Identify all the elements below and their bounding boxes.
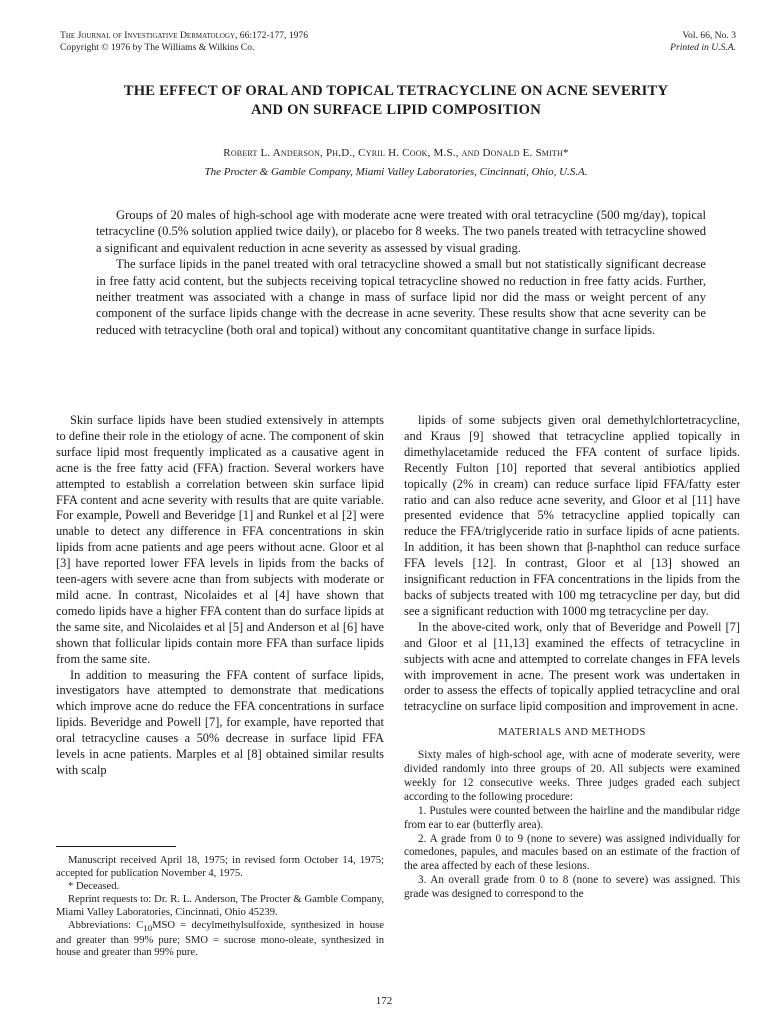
abbrev-text: MSO = decylmethylsulfoxide, synthesized in house and greater than 99% pure; SMO = sucrose mono-oleate, synthesized in house and greater than 99% pure. xyxy=(56,919,384,959)
body-paragraph: In the above-cited work, only that of Beveridge and Powell [7] and Gloor et al [11,13] examined the effects of tetracycline in subjects with acne and attempted to correlate changes in FFA levels with improvement in acne. The present work was undertaken in order to assess the effects of topically applied tetracycline and oral tetracycline on surface lipid composition and improvement in acne. xyxy=(404,619,740,714)
methods-paragraph: 2. A grade from 0 to 9 (none to severe) was assigned individually for comedones, papules, and macules based on an estimate of the fraction of the area affected by each of these lesions. xyxy=(404,832,740,873)
footnote-reprint: Reprint requests to: Dr. R. L. Anderson, The Procter & Gamble Company, Miami Valley Laboratories, Cincinnati, Ohio 45239. xyxy=(56,893,384,918)
abstract xyxy=(96,207,706,338)
methods-paragraph: 3. An overall grade from 0 to 8 (none to severe) was assigned. This grade was designed to correspond to the xyxy=(404,874,740,901)
abstract-paragraph: The surface lipids in the panel treated with oral tetracycline showed a small but not statistically significant decrease in free fatty acid content, but the subjects receiving topical tetracycline showed no reduction in free fatty acids. Further, neither treatment was associated with a change in mass of surface lipid nor did the mass or weight percent of any component of the surface lipids change with the decrease in acne severity. These results show that acne severity can be reduced with tetracycline (both oral and topical) without any concomitant quantitative change in surface lipids. xyxy=(96,257,706,337)
footnote-received: Manuscript received April 18, 1975; in revised form October 14, 1975; accepted for publication November 4, 1975. xyxy=(56,855,384,879)
affiliation: The Procter & Gamble Company, Miami Valley Laboratories, Cincinnati, Ohio, U.S.A. xyxy=(204,166,588,178)
footnotes xyxy=(56,846,384,960)
journal-citation: The Journal of Investigative Dermatology, 66:172-177, 1976 xyxy=(60,30,309,41)
body-paragraph: In addition to measuring the FFA content of surface lipids, investigators have attempted to demonstrate that medications which improve acne do reduce the FFA concentrations in surface lipids. Beveridge and Powell [7], for example, have reported that oral tetracycline causes a 50% decrease in surface lipid FFA levels in acne patients. Marples et al [8] obtained similar results with scalp xyxy=(56,667,384,777)
methods-paragraph: 1. Pustules were counted between the hairline and the mandibular ridge from ear to ear (butterfly area). xyxy=(404,804,740,831)
body-paragraph: lipids of some subjects given oral demethylchlortetracycline, and Kraus [9] showed that tetracycline applied topically in dimethylacetamide reduced the FFA content of surface lipids. Recently Fulton [10] reported that several antibiotics applied topically (2% in cream) can reduce surface lipid FFA/fatty ester ratio and can also reduce acne severity, and Gloor et al [11] have presented evidence that 5% tetracycline applied topically can reduce the FFA/triglyceride ratio in surface lipids of acne patients. In addition, it has been shown that β-naphthol can reduce surface FFA levels [12]. In contrast, Gloor et al [13] showed an insignificant reduction in FFA concentrations in the lipids from the backs of subjects treated with 100 mg tetracycline per day, but did see a significant reduction with 1000 mg tetracycline per day. xyxy=(404,413,740,618)
abbrev-label: Abbreviations: xyxy=(68,919,131,931)
methods-section xyxy=(404,749,740,902)
abbrev-c10: C xyxy=(136,919,144,931)
body-paragraph: Skin surface lipids have been studied extensively in attempts to define their role in the etiology of acne. The component of skin surface lipid most frequently implicated as a causative agent in acne is the free fatty acid (FFA) fraction. Several workers have attempted to establish a correlation between skin surface lipid FFA content and acne severity with results that are quite variable. For example, Powell and Beveridge [1] and Runkel et al [2] were unable to detect any difference in FFA concentrations in skin lipids from acne patients and age peers without acne. Gloor et al [3] have reported lower FFA levels in lipids from the backs of teen-agers with severe acne than from subjects with moderate or mild acne. In contrast, Nicolaides et al [4] have shown that comedo lipids have a higher FFA content than do surface lipids at the same site, and Nicolaides et al [5] and Anderson et al [6] have shown that follicular lipids contain more FFA than surface lipids from the same site. xyxy=(56,413,384,666)
methods-paragraph: Sixty males of high-school age, with acne of moderate severity, were divided randomly into three groups of 20. All subjects were examined weekly for 12 consecutive weeks. Three judges graded each subject according to the following procedure: xyxy=(404,749,740,803)
copyright-line: Copyright © 1976 by The Williams & Wilkins Co. xyxy=(60,42,255,53)
author-list: Robert L. Anderson, Ph.D., Cyril H. Cook, M.S., and Donald E. Smith* xyxy=(223,147,569,159)
body-column-left xyxy=(56,413,384,779)
printed-in: Printed in U.S.A. xyxy=(670,42,736,53)
abbrev-c10-subscript: 10 xyxy=(143,922,153,933)
title-line-1: THE EFFECT OF ORAL AND TOPICAL TETRACYCLINE ON ACNE SEVERITY xyxy=(123,83,669,99)
title-line-2: AND ON SURFACE LIPID COMPOSITION xyxy=(251,102,541,118)
footnote-divider xyxy=(56,846,176,847)
abstract-paragraph: Groups of 20 males of high-school age with moderate acne were treated with oral tetracycline (500 mg/day), topical tetracycline (0.5% solution applied twice daily), or placebo for 8 weeks. The two panels treated with tetracycline showed a significant and equivalent reduction in acne severity as assessed by visual grading. xyxy=(96,208,706,255)
body-column-right xyxy=(404,413,740,902)
running-header-right xyxy=(670,30,736,54)
running-header-left xyxy=(60,30,308,54)
footnote-abbreviations xyxy=(56,920,384,961)
section-heading: MATERIALS AND METHODS xyxy=(498,727,646,739)
article-title xyxy=(40,82,752,120)
footnote-deceased: * Deceased. xyxy=(68,880,120,892)
volume-issue: Vol. 66, No. 3 xyxy=(682,30,736,41)
page-number: 172 xyxy=(375,995,393,1007)
